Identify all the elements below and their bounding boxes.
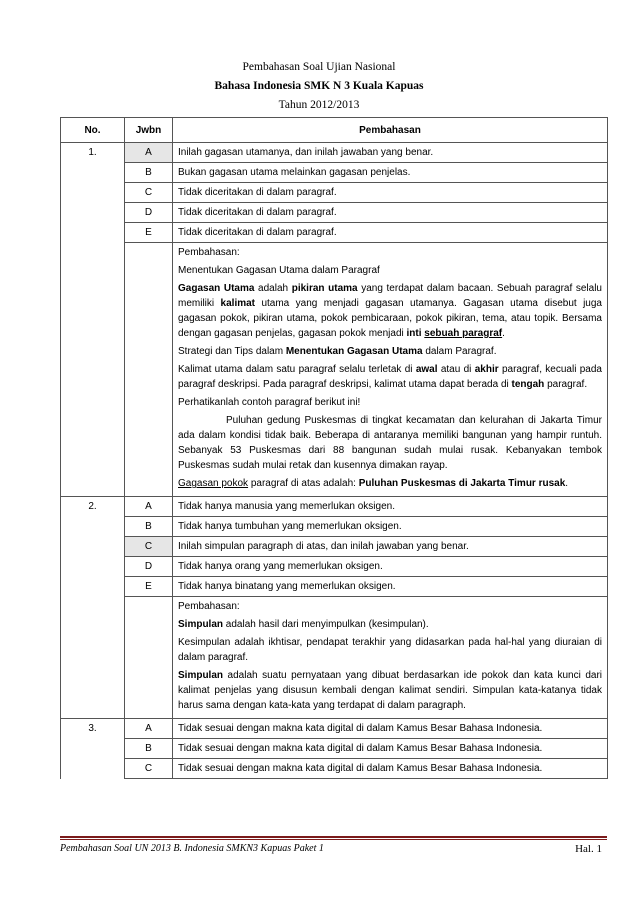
page-footer [60,843,607,854]
header-line-2: Bahasa Indonesia SMK N 3 Kuala Kapuas [214,80,424,92]
answer-text: Tidak diceritakan di dalam paragraf. [173,223,608,243]
explanation-paragraph: Kesimpulan adalah ikhtisar, pendapat terakhir yang didasarkan pada hal-hal yang diuraian di dalam paragraf. [178,637,602,663]
answer-text: Tidak diceritakan di dalam paragraf. [173,203,608,223]
table-row [61,739,608,759]
table-row [61,497,608,517]
question-number: 1. [61,143,125,163]
answer-text: Tidak hanya tumbuhan yang memerlukan oksigen. [173,517,608,537]
answer-text: Tidak diceritakan di dalam paragraf. [173,183,608,203]
explanation-paragraph: Simpulan adalah hasil dari menyimpulkan (kesimpulan). [178,619,429,630]
answer-text: Tidak hanya orang yang memerlukan oksigen. [173,557,608,577]
page-number: Hal. 1 [575,843,602,855]
table-row [61,597,608,719]
answer-letter: E [125,577,173,597]
answer-text: Tidak sesuai dengan makna kata digital di dalam Kamus Besar Bahasa Indonesia. [173,719,608,739]
explanation-paragraph: Gagasan Utama adalah pikiran utama yang terdapat dalam bacaan. Sebuah paragraf selalu memiliki kalimat utama yang menjadi gagasan utamanya. Gagasan utama disebut juga gagasan pokok, pikiran utama, pokok pembicaraan, pokok pikiran, tema, atau topik. Bersama dengan gagasan penjelas, gagasan pokok menjadi inti sebuah paragraf. [178,283,602,339]
explanation-paragraph: Simpulan adalah suatu pernyataan yang dibuat berdasarkan ide pokok dan kata kunci dari kalimat penjelas yang disusun kembali dengan kalimat sendiri. Simpulan kata-katanya tidak harus sama dengan kata-kata yang terdapat di dalam paragraph. [178,670,602,711]
answer-letter: D [125,557,173,577]
answer-letter: A [125,143,173,163]
table-row [61,163,608,183]
table-row [61,557,608,577]
table-row [61,719,608,739]
table-row [61,183,608,203]
answer-letter: B [125,739,173,759]
answer-letter: B [125,163,173,183]
explanation-label: Pembahasan: [178,247,240,258]
answer-text: Tidak hanya manusia yang memerlukan oksigen. [173,497,608,517]
question-number: 2. [61,497,125,517]
table-row [61,143,608,163]
explanation-conclusion: Gagasan pokok paragraf di atas adalah: Puluhan Puskesmas di Jakarta Timur rusak. [178,478,569,489]
footer-title: Pembahasan Soal UN 2013 B. Indonesia SMKN3 Kapuas Paket 1 [60,843,324,854]
table-row [61,577,608,597]
answer-letter: D [125,203,173,223]
answer-letter: E [125,223,173,243]
answer-text: Tidak sesuai dengan makna kata digital di dalam Kamus Besar Bahasa Indonesia. [173,739,608,759]
answer-text: Bukan gagasan utama melainkan gagasan penjelas. [173,163,608,183]
table-row [61,517,608,537]
table-row [61,243,608,497]
answer-letter: A [125,497,173,517]
answer-letter: C [125,537,173,557]
example-paragraph: Puluhan gedung Puskesmas di tingkat kecamatan dan kelurahan di Jakarta Timur ada dalam kondisi tidak baik. Beberapa di antaranya memiliki bangunan yang hampir runtuh. Sebanyak 53 Puskesmas dari 88 bangunan sudah mulai rusak. Kebanyakan tembok Puskesmas sudah mulai retak dan kusennya dimakan rayap. [178,415,602,471]
explanation-cell [173,243,608,497]
explanation-cell [173,597,608,719]
table-row [61,223,608,243]
answer-text: Inilah simpulan paragraph di atas, dan inilah jawaban yang benar. [173,537,608,557]
document-header [0,58,638,115]
explanation-paragraph: Perhatikanlah contoh paragraf berikut ini! [178,397,361,408]
header-line-1: Pembahasan Soal Ujian Nasional [242,61,396,73]
table-row [61,537,608,557]
answer-letter: C [125,759,173,779]
explanation-paragraph: Strategi dan Tips dalam Menentukan Gagasan Utama dalam Paragraf. [178,346,497,357]
footer-rule-thin [60,839,607,840]
explanation-subtitle: Menentukan Gagasan Utama dalam Paragraf [178,265,380,276]
table-row [61,759,608,779]
header-line-3: Tahun 2012/2013 [278,99,360,111]
answer-letter: B [125,517,173,537]
col-header-jwbn: Jwbn [125,118,173,143]
table-header-row [61,118,608,143]
answer-text: Tidak hanya binatang yang memerlukan oksigen. [173,577,608,597]
answer-text: Inilah gagasan utamanya, dan inilah jawaban yang benar. [173,143,608,163]
question-number: 3. [61,719,125,739]
answer-text: Tidak sesuai dengan makna kata digital di dalam Kamus Besar Bahasa Indonesia. [173,759,608,779]
col-header-pembahasan: Pembahasan [173,118,608,143]
table-row [61,203,608,223]
answer-letter: A [125,719,173,739]
explanation-label: Pembahasan: [178,601,240,612]
answer-table [60,117,608,779]
answer-letter: C [125,183,173,203]
explanation-paragraph: Kalimat utama dalam satu paragraf selalu terletak di awal atau di akhir paragraf, kecuali pada paragraf deskripsi. Pada paragraf deskripsi, kalimat utama dapat berada di tengah paragraf. [178,364,602,390]
footer-rule [60,836,607,838]
col-header-no: No. [61,118,125,143]
